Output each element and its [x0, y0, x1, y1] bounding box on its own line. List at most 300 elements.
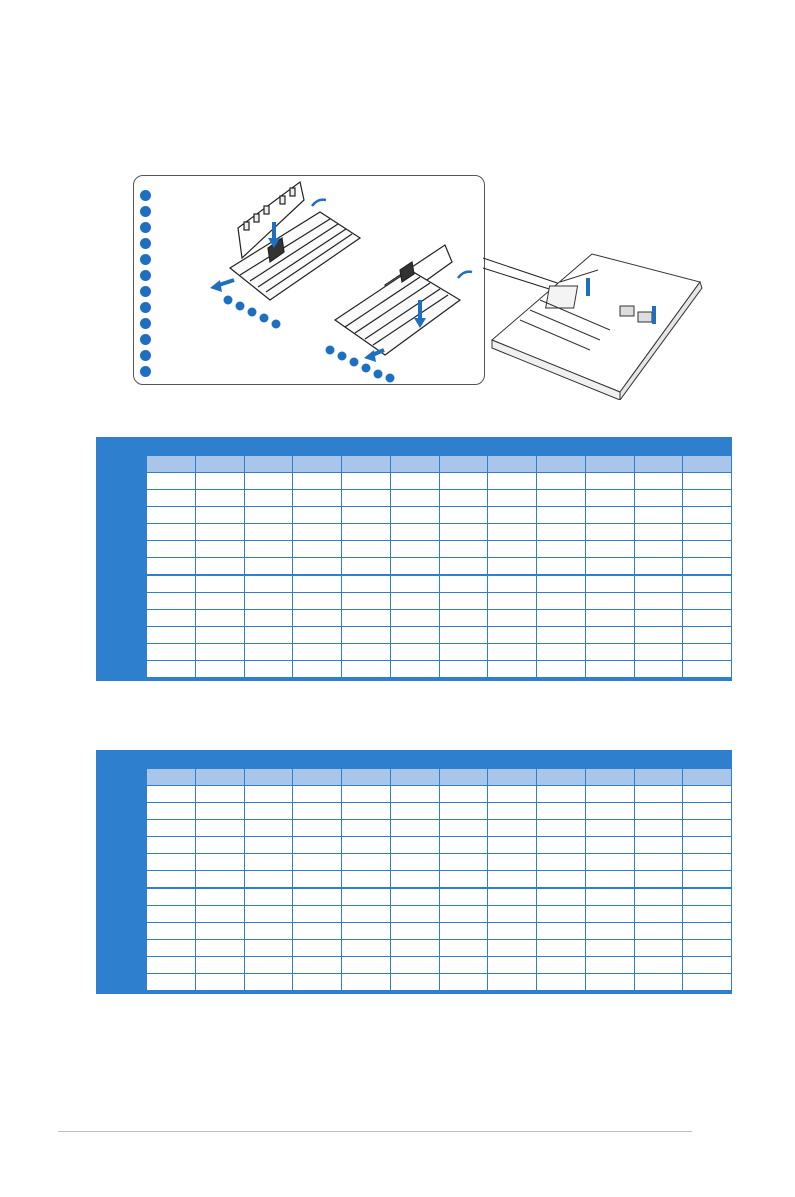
row-header [97, 854, 147, 871]
table-row [97, 541, 732, 558]
table-cell [439, 888, 488, 906]
table-row [97, 507, 732, 524]
table-cell [488, 974, 537, 991]
table-cell [537, 871, 586, 889]
table-cell [244, 906, 293, 923]
table-cell [537, 974, 586, 991]
table-cell [488, 593, 537, 610]
table-cell [683, 541, 732, 558]
dimm-header [195, 769, 244, 786]
dimm-header [147, 456, 196, 473]
table-cell [195, 575, 244, 593]
corner-header [97, 438, 147, 473]
table-cell [439, 627, 488, 644]
table-cell [390, 524, 439, 541]
table-cell [634, 473, 683, 490]
table-cell [537, 820, 586, 837]
row-header [97, 974, 147, 991]
table-cell [293, 871, 342, 889]
table-cell [390, 786, 439, 803]
table-cell [439, 575, 488, 593]
table-cell [390, 854, 439, 871]
table-cell [195, 558, 244, 576]
table-cell [585, 786, 634, 803]
row-header [97, 541, 147, 558]
row-header [97, 871, 147, 889]
table-cell [683, 610, 732, 627]
table-cell [244, 507, 293, 524]
table-cell [244, 974, 293, 991]
table-cell [342, 661, 391, 678]
footer-rule [58, 1131, 692, 1132]
table-cell [537, 610, 586, 627]
table-cell [390, 871, 439, 889]
dimm-header [634, 769, 683, 786]
table-cell [585, 473, 634, 490]
table-cell [537, 837, 586, 854]
table-cell [147, 974, 196, 991]
dimm-header [585, 769, 634, 786]
table-cell [537, 524, 586, 541]
table-cell [342, 490, 391, 507]
table-cell [293, 854, 342, 871]
table-row [97, 803, 732, 820]
table-cell [585, 627, 634, 644]
cpu1-header [147, 438, 440, 456]
table-cell [683, 957, 732, 974]
table-cell [244, 610, 293, 627]
table-cell [390, 558, 439, 576]
table-row [97, 473, 732, 490]
table-cell [293, 888, 342, 906]
table-cell [634, 803, 683, 820]
table-cell [439, 490, 488, 507]
table-row [97, 786, 732, 803]
table-cell [390, 803, 439, 820]
table-cell [439, 473, 488, 490]
table-cell [585, 837, 634, 854]
table-cell [293, 575, 342, 593]
table-cell [293, 940, 342, 957]
table-cell [195, 820, 244, 837]
table-cell [537, 541, 586, 558]
table-cell [585, 820, 634, 837]
row-header [97, 661, 147, 678]
table-row [97, 820, 732, 837]
table-cell [683, 558, 732, 576]
table-row [97, 940, 732, 957]
table-cell [390, 940, 439, 957]
table-cell [244, 524, 293, 541]
table-cell [634, 888, 683, 906]
table-cell [342, 644, 391, 661]
table-cell [439, 803, 488, 820]
table-cell [634, 593, 683, 610]
table-cell [293, 644, 342, 661]
table-cell [342, 940, 391, 957]
table-cell [488, 957, 537, 974]
table-row [97, 923, 732, 940]
table-row [97, 575, 732, 593]
table-cell [195, 593, 244, 610]
table-cell [195, 803, 244, 820]
table-body [97, 473, 732, 678]
row-header [97, 940, 147, 957]
table-cell [683, 593, 732, 610]
table-cell [244, 627, 293, 644]
table-cell [293, 473, 342, 490]
table-row [97, 888, 732, 906]
table-row [97, 644, 732, 661]
table-cell [683, 837, 732, 854]
table-cell [488, 923, 537, 940]
table-cell [439, 593, 488, 610]
table-cell [195, 661, 244, 678]
table-cell [439, 524, 488, 541]
table-cell [195, 473, 244, 490]
table-cell [147, 490, 196, 507]
row-header [97, 923, 147, 940]
table-cell [683, 524, 732, 541]
table-row [97, 871, 732, 889]
table-cell [293, 786, 342, 803]
table-cell [244, 871, 293, 889]
row-header [97, 473, 147, 490]
table-cell [244, 490, 293, 507]
table-cell [634, 524, 683, 541]
table-cell [439, 923, 488, 940]
table-cell [439, 558, 488, 576]
table-cell [244, 541, 293, 558]
table-cell [293, 906, 342, 923]
table-cell [634, 558, 683, 576]
table-row [97, 837, 732, 854]
table-cell [390, 837, 439, 854]
table-cell [488, 871, 537, 889]
table-cell [147, 820, 196, 837]
row-header [97, 957, 147, 974]
table-cell [634, 974, 683, 991]
table-cell [147, 940, 196, 957]
table-cell [390, 888, 439, 906]
table-cell [537, 923, 586, 940]
table-cell [342, 507, 391, 524]
table-cell [537, 888, 586, 906]
table-cell [244, 661, 293, 678]
table-body [97, 786, 732, 991]
row-header [97, 490, 147, 507]
table-cell [585, 524, 634, 541]
row-header [97, 593, 147, 610]
table-cell [488, 473, 537, 490]
table-cell [195, 524, 244, 541]
table-cell [244, 888, 293, 906]
table-cell [683, 786, 732, 803]
dimm-header [683, 769, 732, 786]
table-cell [342, 888, 391, 906]
table-cell [244, 923, 293, 940]
dimm-header [342, 769, 391, 786]
table-cell [147, 786, 196, 803]
table-cell [488, 644, 537, 661]
table-cell [634, 854, 683, 871]
table-cell [439, 974, 488, 991]
table-cell [342, 473, 391, 490]
table-cell [147, 906, 196, 923]
row-header [97, 507, 147, 524]
table-cell [293, 507, 342, 524]
table-row [97, 627, 732, 644]
table-cell [390, 906, 439, 923]
table-cell [147, 473, 196, 490]
table-cell [342, 854, 391, 871]
table-cell [293, 923, 342, 940]
table-cell [634, 627, 683, 644]
table-row [97, 524, 732, 541]
table-cell [537, 786, 586, 803]
table-cell [195, 957, 244, 974]
table-cell [439, 820, 488, 837]
table-row [97, 610, 732, 627]
table-cell [439, 871, 488, 889]
table-cell [634, 541, 683, 558]
dimm-header [390, 456, 439, 473]
dimm-header [390, 769, 439, 786]
row-header [97, 644, 147, 661]
table-cell [585, 644, 634, 661]
table-cell [537, 940, 586, 957]
table-cell [683, 627, 732, 644]
table-cell [439, 940, 488, 957]
table-row [97, 974, 732, 991]
table-cell [244, 473, 293, 490]
table-row [97, 906, 732, 923]
table-cell [439, 906, 488, 923]
table-cell [195, 923, 244, 940]
table-cell [488, 888, 537, 906]
table-cell [195, 644, 244, 661]
table-cell [244, 940, 293, 957]
table-cell [342, 871, 391, 889]
table-cell [390, 490, 439, 507]
table-cell [634, 820, 683, 837]
table-row [97, 490, 732, 507]
table-cell [683, 974, 732, 991]
table-cell [537, 490, 586, 507]
table-cell [342, 610, 391, 627]
cpu1-header [147, 751, 440, 769]
table-cell [488, 854, 537, 871]
corner-header [97, 751, 147, 786]
table-cell [342, 627, 391, 644]
table-cell [488, 837, 537, 854]
table-cell [488, 906, 537, 923]
table-cell [439, 854, 488, 871]
table-cell [537, 661, 586, 678]
table-cell [147, 627, 196, 644]
table-cell [634, 507, 683, 524]
table-cell [147, 661, 196, 678]
table-cell [293, 610, 342, 627]
table-cell [683, 888, 732, 906]
table-cell [390, 610, 439, 627]
row-header [97, 820, 147, 837]
dimm-header [439, 769, 488, 786]
table-cell [342, 558, 391, 576]
table-cell [195, 888, 244, 906]
table-cell [634, 871, 683, 889]
dimm-illustration [0, 0, 795, 400]
dimm-header [683, 456, 732, 473]
table-cell [537, 473, 586, 490]
table-cell [293, 803, 342, 820]
table-cell [293, 820, 342, 837]
table-cell [585, 593, 634, 610]
table-cell [195, 627, 244, 644]
table-cell [634, 923, 683, 940]
table-cell [683, 507, 732, 524]
memory-config-table-2 [96, 750, 732, 994]
table-cell [683, 490, 732, 507]
table-cell [293, 974, 342, 991]
table-cell [488, 490, 537, 507]
table-cell [585, 507, 634, 524]
table-cell [244, 957, 293, 974]
table-cell [195, 940, 244, 957]
table-cell [585, 888, 634, 906]
table-cell [537, 593, 586, 610]
table-cell [634, 837, 683, 854]
table-cell [537, 507, 586, 524]
cpu2-header [439, 751, 732, 769]
dimm-header [439, 456, 488, 473]
table-cell [147, 524, 196, 541]
dimm-header [585, 456, 634, 473]
table-cell [147, 957, 196, 974]
table-cell [585, 558, 634, 576]
table-cell [244, 558, 293, 576]
table-cell [244, 786, 293, 803]
table-cell [488, 610, 537, 627]
table-cell [585, 957, 634, 974]
table-cell [147, 888, 196, 906]
table-cell [585, 575, 634, 593]
table-cell [147, 558, 196, 576]
table-cell [342, 923, 391, 940]
table-cell [439, 661, 488, 678]
table-cell [342, 524, 391, 541]
dimm-header [488, 769, 537, 786]
table-cell [439, 786, 488, 803]
table-cell [683, 820, 732, 837]
table-cell [488, 627, 537, 644]
highlighted-slot [652, 306, 656, 324]
table-cell [342, 974, 391, 991]
table-cell [342, 837, 391, 854]
dimm-header [147, 769, 196, 786]
left-slot-markers [224, 296, 281, 329]
dimm-header [537, 769, 586, 786]
table-cell [683, 644, 732, 661]
table-cell [585, 490, 634, 507]
table-cell [634, 490, 683, 507]
table-cell [342, 957, 391, 974]
table-cell [488, 786, 537, 803]
table-cell [488, 541, 537, 558]
table-cell [634, 575, 683, 593]
table-cell [293, 957, 342, 974]
table-cell [195, 786, 244, 803]
table-cell [147, 871, 196, 889]
table-cell [147, 541, 196, 558]
table-cell [147, 507, 196, 524]
table-cell [634, 940, 683, 957]
table-cell [439, 957, 488, 974]
table-cell [585, 923, 634, 940]
table-cell [342, 803, 391, 820]
table-cell [488, 507, 537, 524]
table-cell [342, 820, 391, 837]
table-cell [147, 854, 196, 871]
table-cell [147, 803, 196, 820]
table-cell [585, 541, 634, 558]
table-cell [244, 644, 293, 661]
table-cell [439, 541, 488, 558]
table-cell [147, 644, 196, 661]
table-cell [683, 575, 732, 593]
dimm-header [634, 456, 683, 473]
table-cell [342, 786, 391, 803]
row-header [97, 786, 147, 803]
table-cell [195, 854, 244, 871]
row-header [97, 610, 147, 627]
row-header [97, 575, 147, 593]
table-cell [390, 644, 439, 661]
dimm-header [244, 456, 293, 473]
table-cell [585, 871, 634, 889]
table-cell [537, 803, 586, 820]
table-cell [683, 803, 732, 820]
clip-arrow-icon [312, 200, 326, 206]
table-cell [293, 661, 342, 678]
row-header [97, 558, 147, 576]
row-header [97, 837, 147, 854]
table-cell [147, 923, 196, 940]
table-cell [390, 473, 439, 490]
table-cell [195, 507, 244, 524]
table-cell [293, 541, 342, 558]
table-cell [634, 906, 683, 923]
table-cell [293, 837, 342, 854]
clip-arrow-icon [458, 272, 472, 278]
table-cell [585, 974, 634, 991]
table-cell [390, 820, 439, 837]
table-cell [439, 644, 488, 661]
table-cell [244, 820, 293, 837]
table-cell [537, 957, 586, 974]
row-header [97, 524, 147, 541]
dimm-header [195, 456, 244, 473]
table-cell [439, 507, 488, 524]
right-dimm-bank [335, 245, 460, 355]
dimm-header [293, 769, 342, 786]
table-cell [488, 820, 537, 837]
table-cell [488, 558, 537, 576]
table-cell [195, 490, 244, 507]
table-cell [195, 610, 244, 627]
table-cell [488, 803, 537, 820]
table-cell [147, 610, 196, 627]
